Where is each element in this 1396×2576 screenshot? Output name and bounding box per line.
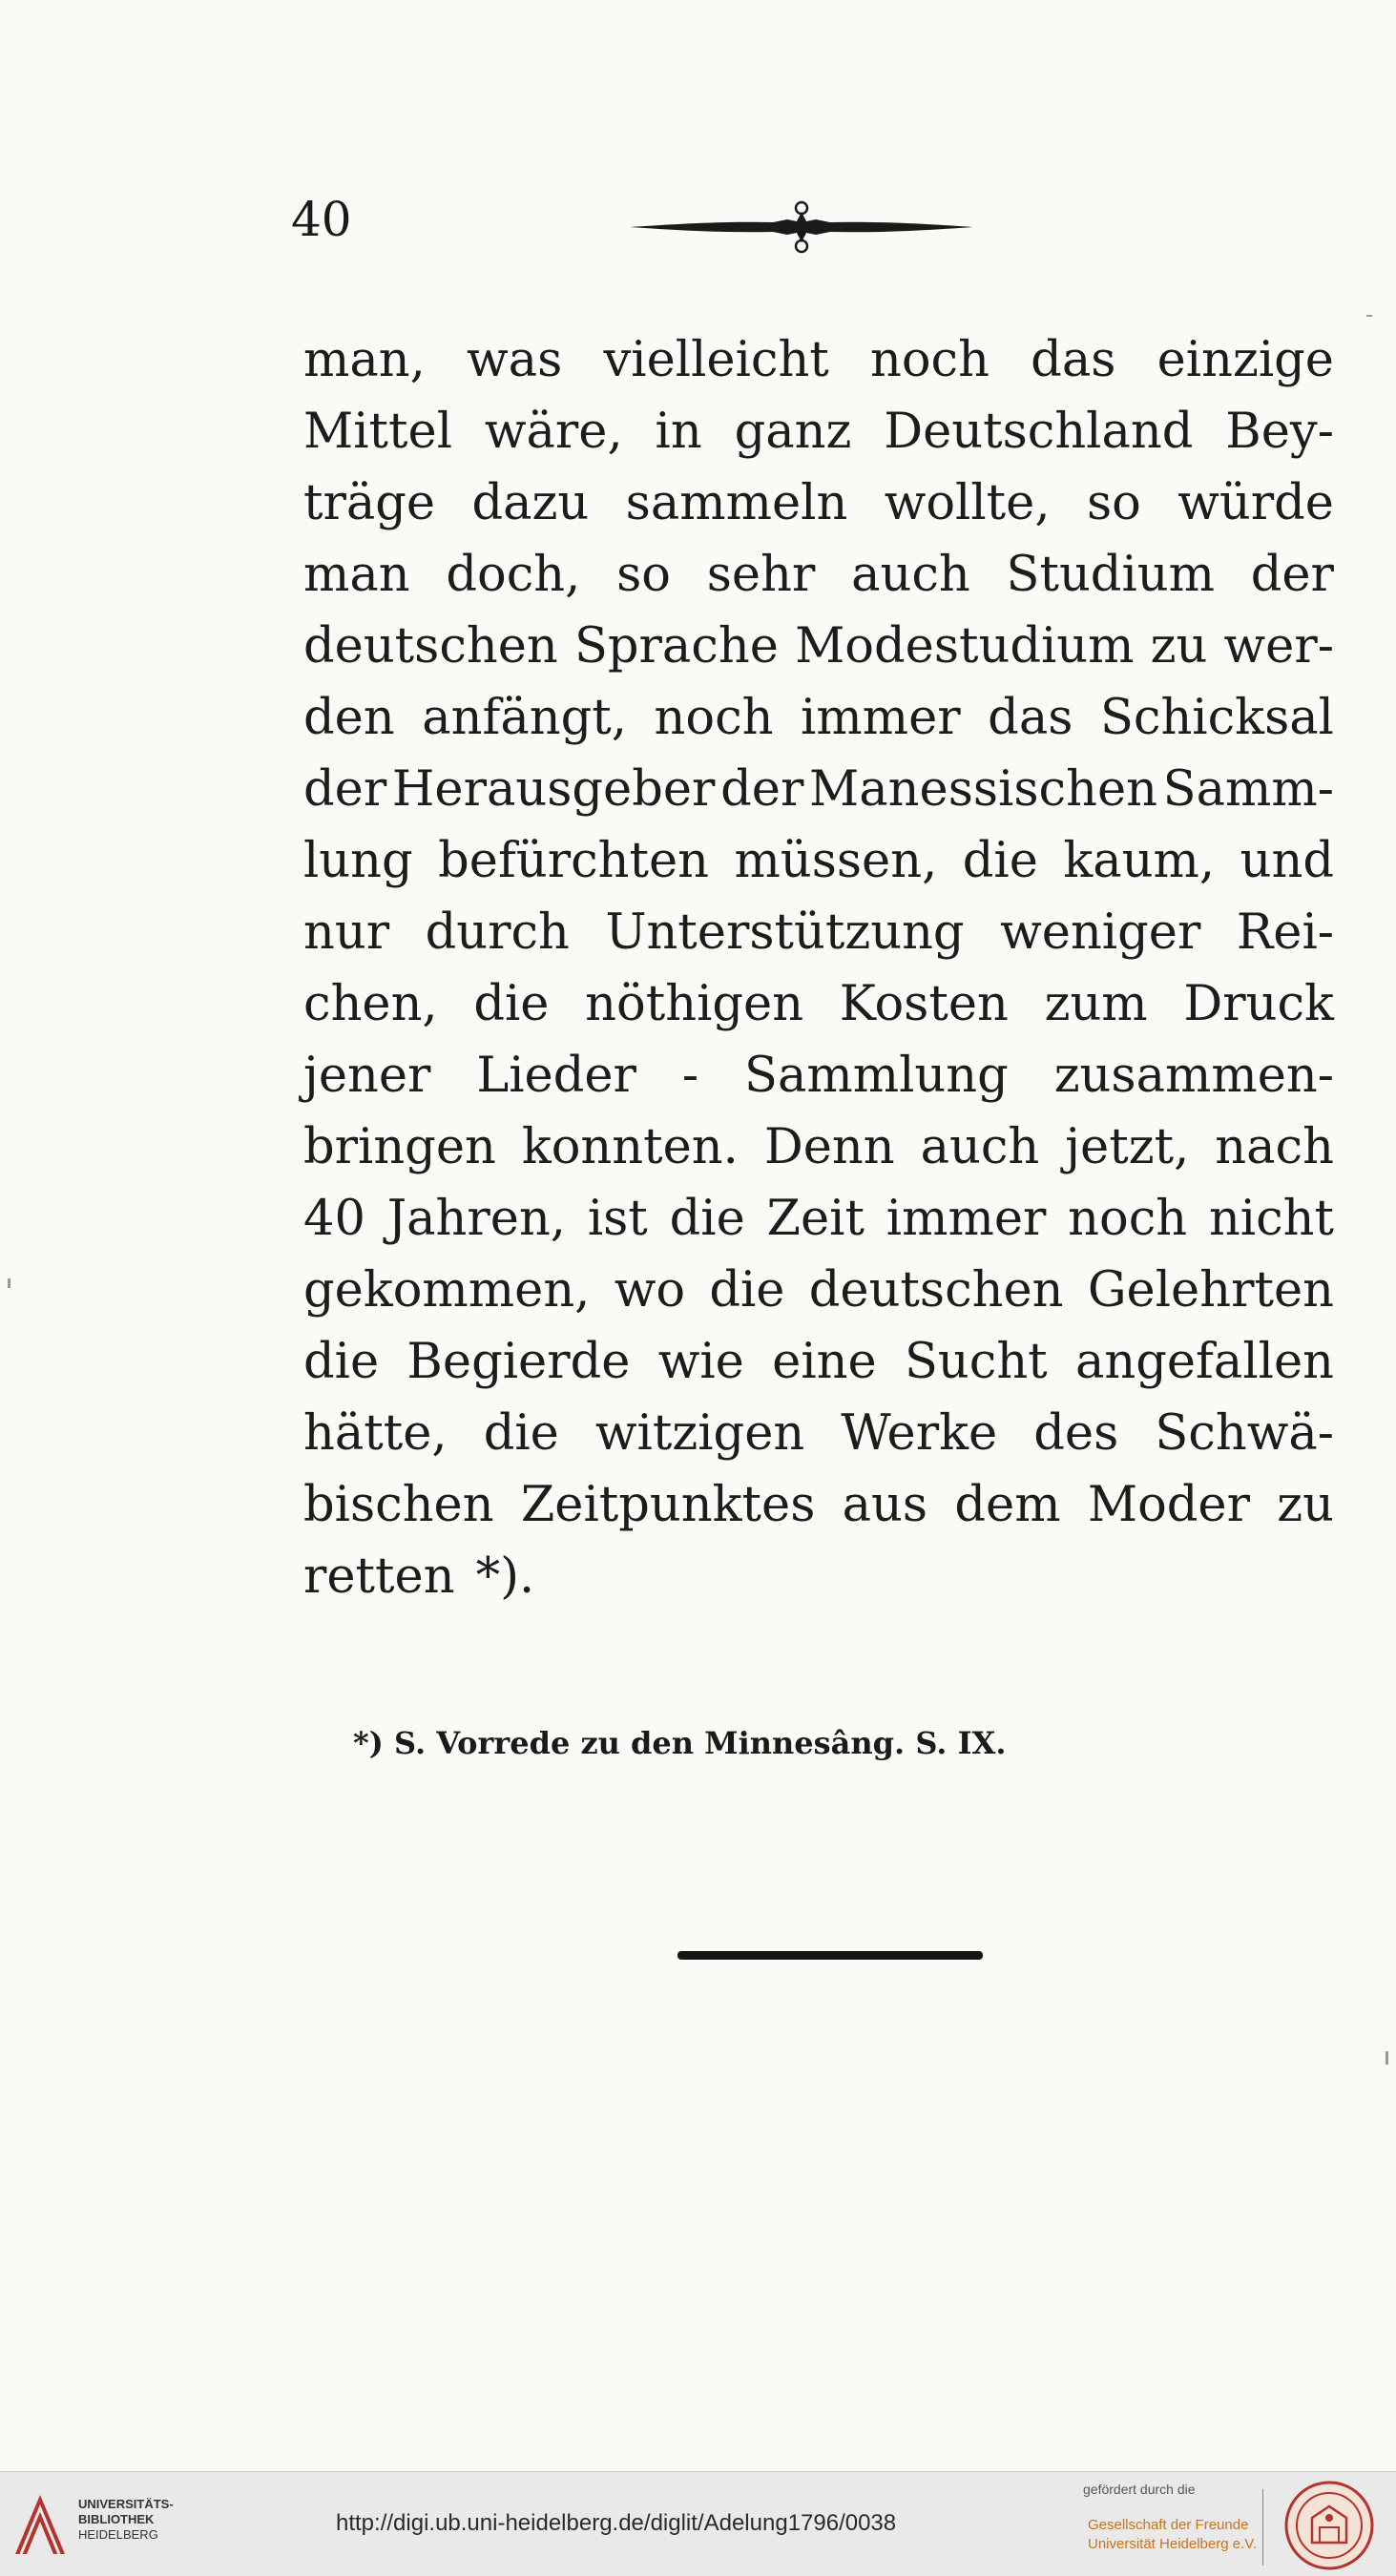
word: so xyxy=(616,547,671,603)
word: sehr xyxy=(706,547,816,603)
word: Denn xyxy=(763,1119,895,1175)
word: der xyxy=(720,761,804,818)
word: ganz xyxy=(734,404,852,460)
word: Sucht xyxy=(904,1334,1048,1390)
word: nöthigen xyxy=(585,976,804,1032)
word: der xyxy=(303,761,387,818)
university-library-logo[interactable] xyxy=(11,2489,69,2558)
text-line xyxy=(303,897,1334,968)
page-edge-mark xyxy=(1366,315,1372,317)
page-number: 40 xyxy=(291,192,352,247)
word: Schicksal xyxy=(1099,690,1334,746)
word: das xyxy=(988,690,1073,746)
word: dem xyxy=(954,1477,1061,1533)
word: müssen, xyxy=(734,833,938,889)
word: auch xyxy=(851,547,970,603)
word: chen, xyxy=(303,976,438,1032)
word: lung xyxy=(303,833,413,889)
text-line xyxy=(303,1183,1334,1255)
text-line xyxy=(303,1469,1334,1541)
word: Sprache xyxy=(573,618,779,675)
word: würde xyxy=(1177,475,1334,531)
word: witzigen xyxy=(594,1405,805,1462)
word: Herausgeber xyxy=(391,761,716,818)
word: konnten. xyxy=(521,1119,739,1175)
word: Modestudium xyxy=(795,618,1135,675)
word: Schwä- xyxy=(1155,1405,1334,1462)
word: Sammlung xyxy=(744,1048,1009,1104)
text-line xyxy=(303,324,1334,396)
word: Mittel xyxy=(303,404,453,460)
footnote: *) S. Vorrede zu den Minnesâng. S. IX. xyxy=(353,1725,1007,1761)
word: Unterstützung xyxy=(605,904,965,961)
text-line xyxy=(303,1255,1334,1326)
word: befürchten xyxy=(438,833,710,889)
word: des xyxy=(1033,1405,1119,1462)
word: bringen xyxy=(303,1119,496,1175)
text-line xyxy=(303,968,1334,1040)
word: hätte, xyxy=(303,1405,448,1462)
text-line xyxy=(303,1541,1334,1612)
word: angefallen xyxy=(1074,1334,1334,1390)
word: wie xyxy=(657,1334,744,1390)
word: was xyxy=(467,332,563,388)
word: deutschen xyxy=(808,1262,1064,1319)
word: Zeitpunktes xyxy=(520,1477,816,1533)
text-line xyxy=(303,611,1334,682)
word: retten xyxy=(303,1548,455,1605)
university-seal-icon xyxy=(1283,2480,1375,2571)
word: die xyxy=(303,1334,380,1390)
page-edge-mark xyxy=(8,1278,10,1288)
text-line xyxy=(303,1398,1334,1469)
word: die xyxy=(709,1262,785,1319)
word: auch xyxy=(920,1119,1040,1175)
word: Kosten xyxy=(839,976,1009,1032)
sponsor-name[interactable] xyxy=(1088,2516,1257,2554)
page-edge-mark xyxy=(1386,2051,1388,2065)
sponsor-label: gefördert durch die xyxy=(1083,2482,1196,2497)
word: die xyxy=(962,833,1038,889)
word: nicht xyxy=(1208,1191,1334,1247)
word: - xyxy=(681,1048,699,1104)
word: einzige xyxy=(1156,332,1334,388)
word: 40 xyxy=(303,1191,365,1247)
word: noch xyxy=(870,332,990,388)
word: Manessischen xyxy=(809,761,1157,818)
word: Samm- xyxy=(1162,761,1334,818)
text-line xyxy=(303,682,1334,754)
library-name-line: HEIDELBERG xyxy=(78,2527,158,2542)
word: Werke xyxy=(841,1405,998,1462)
word: aus xyxy=(842,1477,928,1533)
library-name-line: BIBLIOTHEK xyxy=(78,2512,155,2526)
word: noch xyxy=(1068,1191,1188,1247)
text-line xyxy=(303,754,1334,825)
word: zum xyxy=(1044,976,1148,1032)
word: weniger xyxy=(1000,904,1201,961)
word: so xyxy=(1086,475,1141,531)
word: die xyxy=(669,1191,745,1247)
text-line xyxy=(303,825,1334,897)
word: jetzt, xyxy=(1065,1119,1190,1175)
word: die xyxy=(473,976,550,1032)
word: *). xyxy=(475,1548,535,1605)
word: wollte, xyxy=(884,475,1051,531)
sponsor-name-line: Universität Heidelberg e.V. xyxy=(1088,2536,1258,2552)
word: zu xyxy=(1277,1477,1334,1533)
word: Rei- xyxy=(1236,904,1334,961)
word: durch xyxy=(425,904,570,961)
text-line xyxy=(303,467,1334,539)
body-text xyxy=(303,324,1334,1612)
word: die xyxy=(483,1405,559,1462)
word: nach xyxy=(1215,1119,1334,1175)
word: man xyxy=(303,547,410,603)
word: Druck xyxy=(1183,976,1334,1032)
word: Jahren, xyxy=(386,1191,567,1247)
word: Gelehrten xyxy=(1087,1262,1334,1319)
text-line xyxy=(303,539,1334,611)
text-line xyxy=(303,1111,1334,1183)
word: Moder xyxy=(1087,1477,1250,1533)
word: den xyxy=(303,690,395,746)
word: zusammen- xyxy=(1053,1048,1334,1104)
word: anfängt, xyxy=(422,690,627,746)
text-line xyxy=(303,1326,1334,1398)
word: immer xyxy=(801,690,961,746)
permalink-url[interactable]: http://digi.ub.uni-heidelberg.de/diglit/Adelung1796/0038 xyxy=(336,2510,897,2536)
word: wer- xyxy=(1223,618,1334,675)
word: Studium xyxy=(1006,547,1215,603)
word: Bey- xyxy=(1225,404,1334,460)
word: in xyxy=(655,404,702,460)
word: eine xyxy=(772,1334,877,1390)
word: dazu xyxy=(471,475,590,531)
footer-bar xyxy=(0,2471,1396,2576)
word: bischen xyxy=(303,1477,494,1533)
word: deutschen xyxy=(303,618,558,675)
library-name-line: UNIVERSITÄTS- xyxy=(78,2497,174,2511)
word: gekommen, xyxy=(303,1262,591,1319)
text-line xyxy=(303,396,1334,467)
word: träge xyxy=(303,475,436,531)
word: und xyxy=(1240,833,1334,889)
end-rule xyxy=(677,1951,983,1960)
word: das xyxy=(1031,332,1116,388)
word: ist xyxy=(587,1191,648,1247)
word: sammeln xyxy=(625,475,848,531)
word: der xyxy=(1250,547,1334,603)
word: Deutschland xyxy=(884,404,1194,460)
word: man, xyxy=(303,332,426,388)
library-name xyxy=(78,2497,174,2543)
text-line xyxy=(303,1040,1334,1111)
word: wäre, xyxy=(484,404,623,460)
word: nur xyxy=(303,904,390,961)
header-ornament xyxy=(630,198,973,256)
word: noch xyxy=(654,690,774,746)
word: jener xyxy=(303,1048,431,1104)
word: immer xyxy=(886,1191,1047,1247)
word: doch, xyxy=(446,547,581,603)
word: zu xyxy=(1150,618,1208,675)
word: Begierde xyxy=(406,1334,631,1390)
sponsor-name-line: Gesellschaft der Freunde xyxy=(1088,2517,1249,2533)
sponsor-divider xyxy=(1262,2489,1263,2566)
word: Lieder xyxy=(476,1048,636,1104)
word: kaum, xyxy=(1063,833,1216,889)
word: Zeit xyxy=(766,1191,865,1247)
word: wo xyxy=(614,1262,686,1319)
word: vielleicht xyxy=(603,332,829,388)
